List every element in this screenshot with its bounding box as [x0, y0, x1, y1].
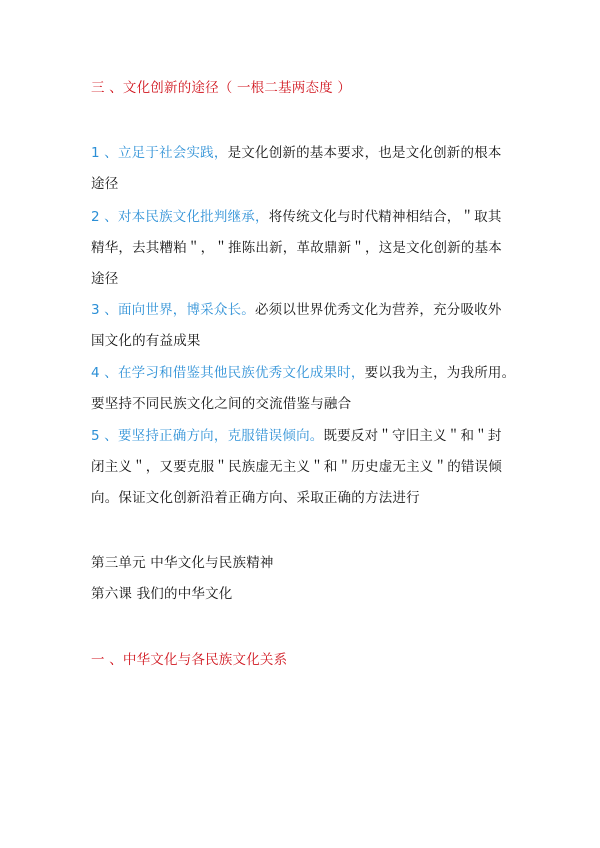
item-3-line-1 [91, 301, 502, 319]
item-2-line-1 [91, 208, 502, 226]
item-3-line-2: 国文化的有益成果 [91, 333, 201, 349]
item-5-number: 5 、 [91, 428, 118, 444]
section-three-heading: 三 、文化创新的途径（ 一根二基两态度 ） [91, 80, 352, 96]
item-1-highlight: 立足于社会实践， [117, 145, 228, 161]
unit-title: 第三单元 中华文化与民族精神 [91, 555, 274, 571]
lesson-title: 第六课 我们的中华文化 [91, 586, 233, 602]
item-4-line-1 [91, 364, 515, 382]
item-2-highlight: 对本民族文化批判继承， [117, 209, 269, 225]
item-4-line-2: 要坚持不同民族文化之间的交流借鉴与融合 [91, 396, 352, 412]
item-3-text: 必须以世界优秀文化为营养，充分吸收外 [254, 302, 502, 318]
section-one-heading: 一 、中华文化与各民族文化关系 [91, 652, 288, 668]
item-5-highlight: 要坚持正确方向，克服错误倾向。 [117, 428, 324, 444]
item-4-number: 4 、 [91, 365, 118, 381]
item-3-highlight: 面向世界，博采众长。 [117, 302, 255, 318]
item-1-line-1 [91, 144, 502, 162]
item-1-number: 1 、 [91, 145, 118, 161]
item-5-line-3: 向。保证文化创新沿着正确方向、采取正确的方法进行 [91, 490, 420, 506]
item-2-line-2: 精华，去其糟粕＂，＂推陈出新，革故鼎新＂，这是文化创新的基本 [91, 240, 502, 256]
item-5-text: 既要反对＂守旧主义＂和＂封 [323, 428, 502, 444]
item-1-text: 是文化创新的基本要求，也是文化创新的根本 [227, 145, 502, 161]
item-5-line-2: 闭主义＂，又要克服＂民族虚无主义＂和＂历史虚无主义＂的错误倾 [91, 459, 502, 475]
item-1-line-2: 途径 [91, 176, 119, 192]
item-2-number: 2 、 [91, 209, 118, 225]
item-4-text: 要以我为主，为我所用。 [364, 365, 516, 381]
item-3-number: 3 、 [91, 302, 118, 318]
item-2-text: 将传统文化与时代精神相结合，＂取其 [268, 209, 502, 225]
item-5-line-1 [91, 427, 502, 445]
item-2-line-3: 途径 [91, 271, 119, 287]
item-4-highlight: 在学习和借鉴其他民族优秀文化成果时， [117, 365, 365, 381]
